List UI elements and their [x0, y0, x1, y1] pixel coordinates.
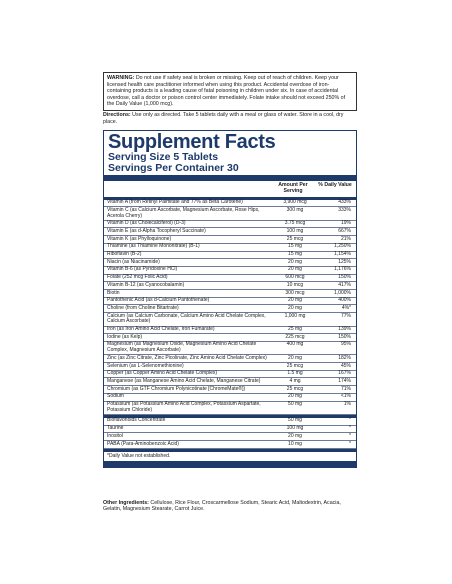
warning-box: [103, 72, 357, 111]
directions-label: Directions:: [103, 112, 131, 118]
nutrient-amount: 3,900 mcg: [283, 199, 307, 206]
nutrient-dv: 71%: [340, 385, 351, 392]
nutrient-name: Vitamin K (as Phylloquinone): [107, 235, 172, 242]
nutrient-dv: 21%: [340, 235, 351, 242]
table-row: [104, 207, 356, 220]
nutrient-name: Potassium (as Potassium Amino Acid Complex, Potassium Aspartate, Potassium Chloride): [107, 401, 261, 413]
nutrient-amount: 225 mcg: [285, 333, 305, 340]
nutrient-dv: 125%: [338, 258, 351, 265]
nutrient-dv: 1,250%: [334, 243, 351, 250]
nutrient-name: Niacin (as Niacinamide): [107, 258, 160, 265]
nutrient-amount: 25 mcg: [286, 362, 304, 369]
nutrient-name: Thiamine (as Thiamine Mononitrate) (B-1): [107, 243, 200, 250]
table-row: [104, 228, 356, 236]
nutrient-amount: 1,000 mg: [284, 312, 306, 319]
nutrient-amount: 3.75 mcg: [284, 220, 306, 227]
nutrient-dv: 333%: [338, 206, 351, 213]
nutrient-amount: 25 mcg: [286, 385, 304, 392]
nutrient-name: Pantothenic Acid (as d-Calcium Pantothenate): [107, 297, 210, 304]
nutrient-amount: 20 mg: [288, 354, 302, 361]
nutrient-name: Selenium (as L-Selenomethionine): [107, 362, 184, 369]
nutrient-amount: 100 mg: [286, 227, 304, 234]
nutrient-amount: 15 mg: [288, 251, 302, 258]
table-row: [104, 342, 356, 355]
other-text: Cellulose, Rice Flour, Croscarmellose Sodium, Stearic Acid, Maltodextrin, Acacia, Gelatin, Magnesium Stearate, Carrot Juice.: [103, 500, 341, 513]
nutrient-dv: 182%: [338, 354, 351, 361]
nutrient-amount: 20 mg: [288, 304, 302, 311]
nutrient-dv: 4%*: [341, 304, 351, 311]
nutrient-dv: 150%: [338, 274, 351, 281]
col-dv-header: % Daily Value: [318, 182, 352, 188]
nutrient-name: Inositol: [107, 432, 123, 439]
nutrient-name: Folate (252 mcg Folic Acid): [107, 274, 168, 281]
facts-title: Supplement Facts: [108, 131, 276, 153]
nutrient-name: Vitamin B-12 (as Cyanocobalamin): [107, 281, 185, 288]
nutrient-dv: *: [349, 425, 351, 432]
nutrient-name: Magnesium (as Magnesium Oxide, Magnesium Amino Acid Chelate Complex, Magnesium Ascorbate): [107, 341, 257, 354]
nutrient-dv: 77%: [340, 312, 351, 319]
table-row: [104, 305, 356, 313]
nutrient-amount: 4 mg: [289, 377, 301, 384]
table-row: [104, 244, 356, 252]
nutrient-amount: 300 mg: [286, 206, 304, 213]
nutrient-dv: 45%: [340, 362, 351, 369]
warning-text: Do not use if safety seal is broken or missing. Keep out of reach of children. Keep your licensed health care practitioner informed when using this product. Accidental overdose of iron-containing products is a leading cause of fatal poisoning in children under six. In case of accidental overdose, call a doctor or poison control center immediately. Folate intake should not exceed 250% of the Daily Value (1,000 mcg).: [107, 75, 346, 108]
nutrient-amount: 50 mg: [288, 401, 302, 408]
table-row: [104, 433, 356, 441]
nutrient-dv: 400%: [338, 297, 351, 304]
nutrient-list: [104, 200, 356, 415]
serving-size: Serving Size 5 Tablets: [108, 151, 219, 163]
nutrient-dv: 19%: [340, 220, 351, 227]
other-label: Other Ingredients:: [103, 500, 149, 506]
nutrient-dv: 167%: [338, 370, 351, 377]
nutrient-name: Copper (as Copper Amino Acid Chelate Complex): [107, 370, 218, 377]
directions-text: Use only as directed. Take 5 tablets daily with a meal or glass of water. Store in a cool, dry place.: [103, 112, 344, 125]
footnote: *Daily Value not established.: [107, 452, 171, 459]
table-row: [104, 402, 356, 415]
bottom-band: [104, 461, 356, 467]
nutrient-name: Biotin: [107, 289, 120, 296]
nutrient-amount: 10 mcg: [286, 281, 304, 288]
nutrient-dv: 150%: [338, 333, 351, 340]
nutrient-name: Vitamin C (as Calcium Ascorbate, Magnesium Ascorbate, Rose Hips, Acerola Cherry): [107, 206, 260, 219]
nutrient-name: PABA (Para-Aminobenzoic Acid): [107, 440, 179, 447]
table-row: [104, 313, 356, 326]
nutrient-amount: 50 mg: [288, 417, 302, 424]
nutrient-dv: *: [349, 440, 351, 447]
nutrient-name: Vitamin E (as d-Alpha Tocopheryl Succinate): [107, 227, 206, 234]
nutrient-name: Riboflavin (B-2): [107, 251, 142, 258]
nutrient-dv: 417%: [338, 281, 351, 288]
nutrient-amount: 400 mg: [286, 341, 304, 348]
nutrient-dv: 139%: [338, 326, 351, 333]
nutrient-dv: 1,000%: [334, 289, 351, 296]
nutrient-amount: 25 mcg: [286, 235, 304, 242]
nutrient-amount: 20 mg: [288, 393, 302, 400]
nutrient-name: Vitamin A (from Retinyl Palmitate and 77% as Beta Carotene): [107, 199, 243, 206]
nutrient-dv: 174%: [338, 377, 351, 384]
nutrient-name: Vitamin B-6 (as Pyridoxine HCl): [107, 266, 178, 273]
column-headers: [104, 181, 356, 200]
servings-per-container: Servings Per Container 30: [108, 161, 239, 174]
nutrient-amount: 20 mg: [288, 266, 302, 273]
nutrient-dv: 667%: [338, 227, 351, 234]
nutrient-amount: 1.5 mg: [287, 370, 303, 377]
col-amount-header: Amount Per Serving: [278, 182, 308, 194]
nutrient-name: Choline (from Choline Bitartrate): [107, 304, 179, 311]
nutrient-amount: 20 mg: [288, 432, 302, 439]
table-row: [104, 386, 356, 394]
table-row: [104, 426, 356, 434]
nutrient-dv: <1%: [340, 393, 351, 400]
table-row: [104, 441, 356, 449]
other-ingredient-list: [104, 418, 356, 449]
nutrient-amount: 15 mg: [288, 243, 302, 250]
nutrient-dv: 95%: [340, 341, 351, 348]
nutrient-name: Chromium (as GTF Chromium Polynicotinate [ChromeMate®]): [107, 385, 246, 392]
nutrient-amount: 600 mcg: [285, 274, 305, 281]
nutrient-name: Calcium (as Calcium Carbonate, Calcium Amino Acid Chelate Complex, Calcium Ascorbate): [107, 312, 266, 325]
directions: [103, 112, 353, 125]
table-row: [104, 418, 356, 426]
nutrient-name: Bioflavonoids Concentrate: [107, 417, 166, 424]
nutrient-dv: *: [349, 417, 351, 424]
nutrient-name: Iron (as Iron Amino Acid Chelate, Iron Fumarate): [107, 326, 215, 333]
nutrient-name: Vitamin D (as Cholecalciferol) (D-3): [107, 220, 186, 227]
supplement-facts-panel: [103, 130, 357, 468]
table-row: [104, 282, 356, 290]
nutrient-amount: 10 mg: [288, 440, 302, 447]
table-row: [104, 355, 356, 363]
nutrient-name: Sodium: [107, 393, 124, 400]
nutrient-name: Zinc (as Zinc Citrate, Zinc Picolinate, Zinc Amino Acid Chelate Complex): [107, 354, 267, 361]
other-ingredients: [103, 500, 355, 513]
nutrient-name: Taurine: [107, 425, 124, 432]
nutrient-dv: *: [349, 432, 351, 439]
nutrient-amount: 100 mg: [286, 425, 304, 432]
nutrient-amount: 25 mg: [288, 326, 302, 333]
nutrient-amount: 300 mcg: [285, 289, 305, 296]
nutrient-name: Manganese (as Manganese Amino Acid Chelate, Manganese Citrate): [107, 377, 261, 384]
nutrient-dv: 433%: [338, 199, 351, 206]
nutrient-dv: 1,176%: [334, 266, 351, 273]
warning-label: WARNING:: [107, 75, 135, 81]
nutrient-amount: 20 mg: [288, 297, 302, 304]
nutrient-dv: 1,154%: [334, 251, 351, 258]
nutrient-amount: 20 mg: [288, 258, 302, 265]
nutrient-name: Iodine (as Kelp): [107, 333, 143, 340]
nutrient-dv: 1%: [343, 401, 351, 408]
